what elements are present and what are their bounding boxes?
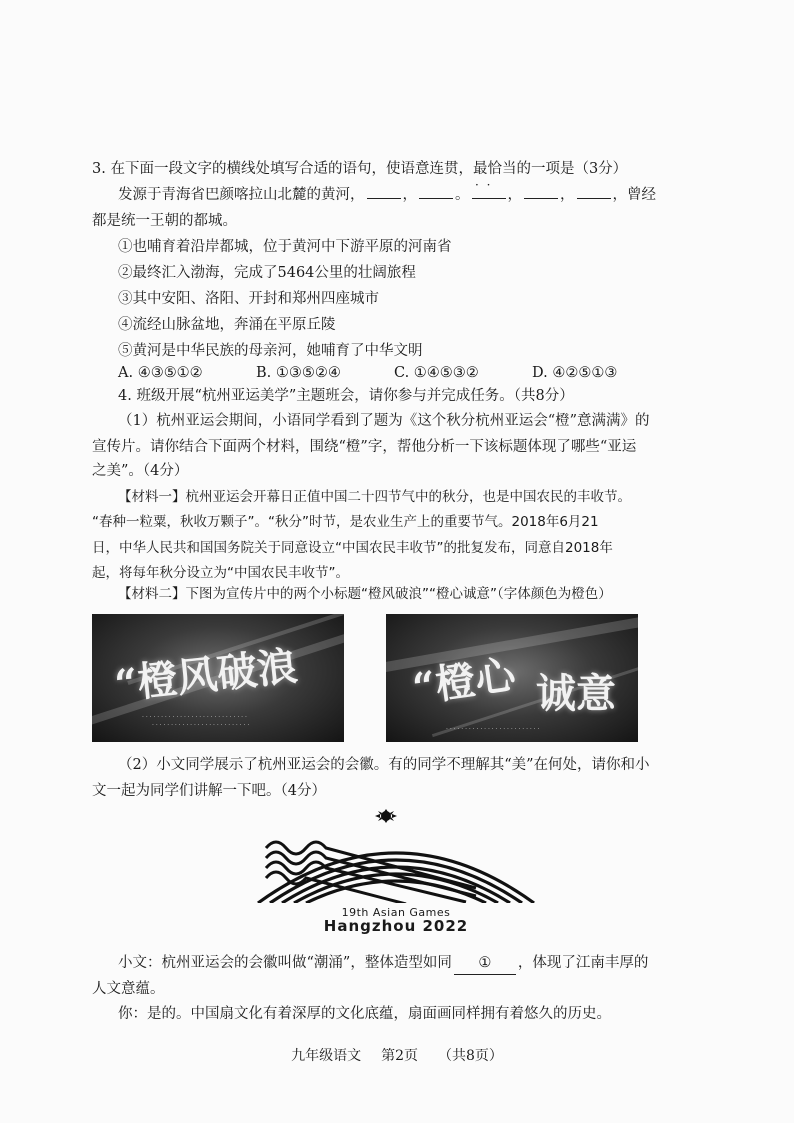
q3-passage-line2: 都是统一王朝的都城。 <box>92 213 237 229</box>
q3-stem-emphasis: 最恰当 · · <box>473 161 517 177</box>
promo-image-1: “橙风破浪 · · · · · · · · · · · · · · · · · · · · · · · · · · · · · · · · · · · · · · · · · · · · · · · · · · · · · · <box>92 614 344 742</box>
q4-stem: 4. 班级开展“杭州亚运美学”主题班会，请你参与并完成任务。（共8分） <box>118 388 574 404</box>
dialog-line-2: 人文意蕴。 <box>92 981 165 997</box>
emblem-caption-2: Hangzhou 2022 <box>323 917 469 935</box>
emblem-caption-1: 19th Asian Games <box>341 906 451 919</box>
material1-line2: “春种一粒粟，秋收万颗子”。“秋分”时节，是农业生产上的重要节气。2018年6月21 <box>92 514 599 530</box>
answer-blank <box>577 184 611 199</box>
q3-stem: 3. 在下面一段文字的横线处填写合适的语句，使语意连贯，最恰当 · ·的一项是（3分） <box>92 158 672 180</box>
promo-image-2: “橙心 诚意 · · · · · · · · · · · · · · · · · · · · · · · · · <box>386 614 638 742</box>
promo-title-1: “橙风破浪 <box>112 642 300 709</box>
option-b: B. ①③⑤②④ <box>256 365 341 381</box>
q4-sub1-line2: 宣传片。请你结合下面两个材料，围绕“橙”字，帮他分析一下该标题体现了哪些“亚运 <box>92 439 637 455</box>
answer-blank <box>524 184 558 199</box>
q4-sub2-line2: 文一起为同学们讲解一下吧。（4分） <box>92 783 326 799</box>
q4-sub1-line1: （1）杭州亚运会期间，小语同学看到了题为《这个秋分杭州亚运会“橙”意满满》的 <box>118 413 650 429</box>
q4-sub1-line3: 之美”。（4分） <box>92 463 189 479</box>
footer-page: 第2页 <box>381 1048 418 1064</box>
q3-passage-line1: 发源于青海省巴颜喀拉山北麓的黄河， ， 。 ， ， ，曾经 <box>118 184 698 206</box>
option-d: D. ④②⑤①③ <box>532 365 618 381</box>
q4-sub2-line1: （2）小文同学展示了杭州亚运会的会徽。有的同学不理解其“美”在何处，请你和小 <box>118 757 650 773</box>
answer-blank-1: ① <box>454 952 516 975</box>
dialog-line-1: 小文：杭州亚运会的会徽叫做“潮涌”，整体造型如同 ① ，体现了江南丰厚的 <box>118 952 698 975</box>
answer-blank <box>419 184 453 199</box>
option-c: C. ①④⑤③② <box>394 365 479 381</box>
q3-item-1: ①也哺育着沿岸都城，位于黄河中下游平原的河南省 <box>118 239 452 255</box>
q3-item-5: ⑤黄河是中华民族的母亲河，她哺育了中华文明 <box>118 343 423 359</box>
q3-item-3: ③其中安阳、洛阳、开封和郑州四座城市 <box>118 291 379 307</box>
dialog-line-3: 你：是的。中国扇文化有着深厚的文化底蕴，扇面画同样拥有着悠久的历史。 <box>118 1006 611 1022</box>
option-a: A. ④③⑤①② <box>118 365 203 381</box>
footer-subject: 九年级语文 <box>291 1048 362 1064</box>
answer-blank <box>472 184 506 199</box>
material1-line3: 日，中华人民共和国国务院关于同意设立“中国农民丰收节”的批复发布，同意自2018年 <box>92 540 613 556</box>
page-footer <box>0 1045 794 1065</box>
material2-line: 【材料二】下图为宣传片中的两个小标题“橙风破浪”“橙心诚意”（字体颜色为橙色） <box>118 586 612 602</box>
asian-games-emblem <box>236 808 556 938</box>
material1-line1: 【材料一】杭州亚运会开幕日正值中国二十四节气中的秋分，也是中国农民的丰收节。 <box>118 489 631 505</box>
emblem-graphic-icon <box>236 808 556 908</box>
footer-total: （共8页） <box>438 1048 503 1064</box>
q3-item-4: ④流经山脉盆地，奔涌在平原丘陵 <box>118 317 336 333</box>
material1-line4: 起，将每年秋分设立为“中国农民丰收节”。 <box>92 565 349 581</box>
q3-item-2: ②最终汇入渤海，完成了5464公里的壮阔旅程 <box>118 265 416 281</box>
answer-blank <box>367 184 401 199</box>
promo-title-2a: “橙心 <box>409 651 519 712</box>
promo-title-2b: 诚意 <box>536 670 616 717</box>
q3-options <box>118 362 698 384</box>
